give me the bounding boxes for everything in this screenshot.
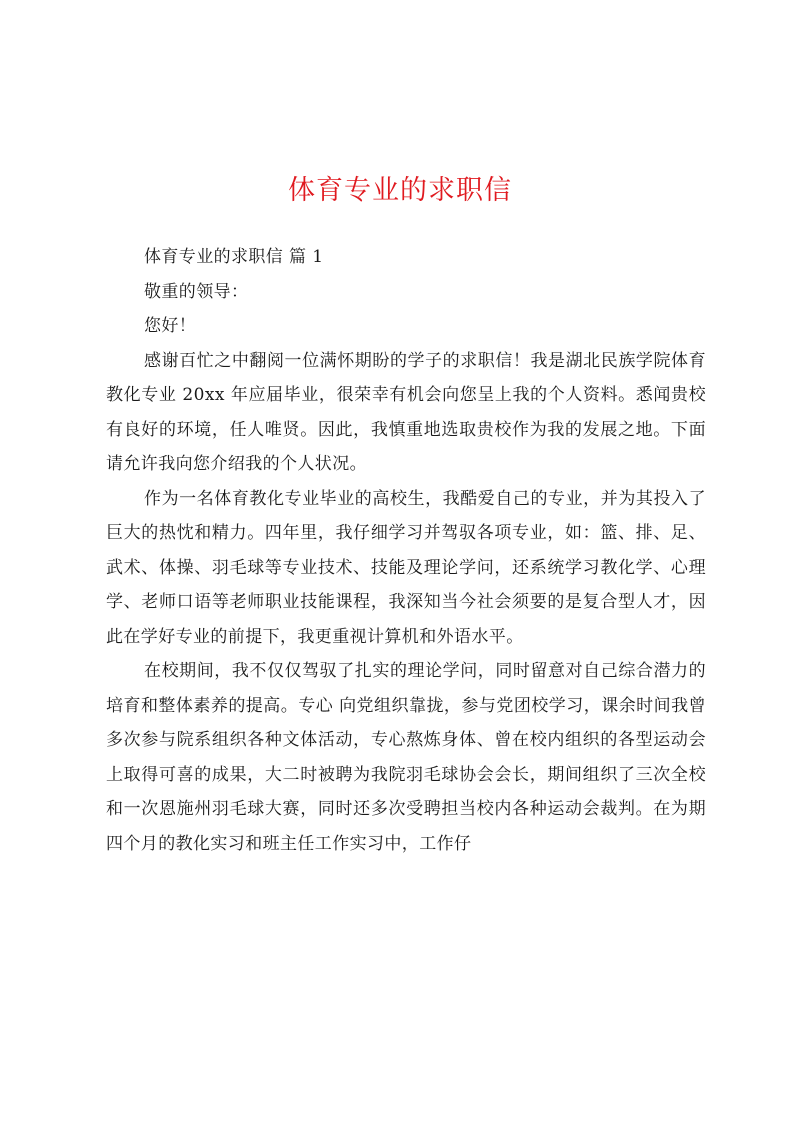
letter-greeting: 您好！ xyxy=(144,316,197,336)
document-body xyxy=(106,240,706,861)
letter-paragraph-1: 感谢百忙之中翻阅一位满怀期盼的学子的求职信！我是湖北民族学院体育教化专业 20xx 年应届毕业，很荣幸有机会向您呈上我的个人资料。悉闻贵校有良好的环境，任人唯贤。因此，我慎重地选取贵校作为我的发展之地。下面请允许我向您介绍我的个人状况。 xyxy=(106,350,706,474)
letter-paragraph-3: 在校期间，我不仅仅驾驭了扎实的理论学问，同时留意对自己综合潜力的培育和整体素养的提高。专心 向党组织靠拢，参与党团校学习，课余时间我曾多次参与院系组织各种文体活动，专心熬炼身体、曾在校内组织的各型运动会上取得可喜的成果，大二时被聘为我院羽毛球协会会长，期间组织了三次全校和一次恩施州羽毛球大赛，同时还多次受聘担当校内各种运动会裁判。在为期四个月的教化实习和班主任工作实习中，工作仔 xyxy=(106,661,706,854)
letter-subtitle: 体育专业的求职信 篇 1 xyxy=(144,247,324,267)
letter-paragraph-2: 作为一名体育教化专业毕业的高校生，我酷爱自己的专业，并为其投入了巨大的热忱和精力。四年里，我仔细学习并驾驭各项专业，如：篮、排、足、武术、体操、羽毛球等专业技术、技能及理论学问，还系统学习教化学、心理学、老师口语等老师职业技能课程，我深知当今社会须要的是复合型人才，因此在学好专业的前提下，我更重视计算机和外语水平。 xyxy=(106,488,706,647)
document-title: 体育专业的求职信 xyxy=(288,175,512,206)
letter-salutation: 敬重的领导： xyxy=(144,281,249,302)
